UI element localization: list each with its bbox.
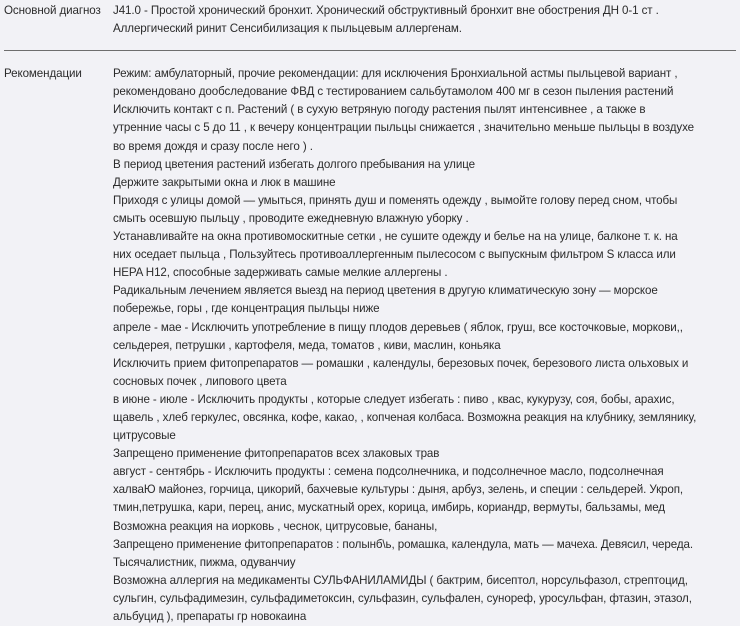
text-line: щавель , хлеб геркулес, овсянка, кофе, какао, , копченая колбаса. Возможна реакция на клубнику, землянику,	[113, 410, 697, 424]
text-line: в июне - июле - Исключить продукты , которые следует избегать : пиво , квас, кукурузу, соя, бобы, арахис,	[113, 392, 675, 406]
text-line: Аллергический ринит Сенсибилизация к пыльцевым аллергенам.	[113, 22, 462, 36]
text-line: сосновых почек , липового цвета	[113, 374, 287, 388]
text-line: Возможна аллергия на медикаменты СУЛЬФАНИЛАМИДЫ ( бактрим, бисептол, норсульфазол, стрептоцид,	[113, 573, 688, 587]
text-line: август - сентябрь - Исключить продукты : семена подсолнечника, и подсолнечное масло, подсолнечная	[113, 465, 664, 479]
text-line: побережье, горы , где концентрация пыльцы ниже	[113, 302, 380, 316]
text-line: Возможна реакция на иорковь , чеснок, цитрусовые, бананы,	[113, 519, 438, 533]
text-line: В период цветения растений избегать долгого пребывания на улице	[113, 157, 475, 171]
recommendations-value	[113, 65, 736, 626]
text-line: Запрещено применение фитопрепаратов всех злаковых трав	[113, 447, 440, 461]
text-line: цитрусовые	[113, 429, 176, 443]
text-line: Исключить прием фитопрепаратов — ромашки , календулы, березовых почек, березового листа ольховых и	[113, 356, 689, 370]
text-line: Держите закрытыми окна и люк в машине	[113, 175, 336, 189]
text-line: сульгин, сульфадимезин, сульфадиметоксин, сульфазин, сульфален, сунореф, уросульфан, фтазин, этазол,	[113, 591, 692, 605]
text-line: Запрещено применение фитопрепаратов : полынб\ь, ромашка, календула, мать — мачеха. Девясил, череда.	[113, 537, 693, 551]
text-line: Режим: амбулаторный, прочие рекомендации: для исключения Бронхиальной астмы пыльцевой вариант ,	[113, 67, 678, 81]
text-line: апреле - мае - Исключить употребление в пищу плодов деревьев ( яблок, груш, все косточковые, моркови,,	[113, 320, 683, 334]
text-line: Приходя с улицы домой — умыться, принять душ и поменять одежду , вымойте голову перед сном, чтобы	[113, 193, 678, 207]
text-line: рекомендовано дообследование ФВД с тестированием сальбутамолом 400 мг в сезон пыления растений	[113, 85, 674, 99]
recommendations-label: Рекомендации	[4, 67, 82, 81]
recommendations-row	[0, 51, 740, 626]
text-line: Устанавливайте на окна противомоскитные сетки , не сушите одежду и белье на на улице, балконе т. к. на	[113, 230, 678, 244]
text-line: HEPA H12, способные задерживать самые мелкие аллергены .	[113, 266, 448, 280]
text-line: утренние часы с 5 до 11 , к вечеру концентрации пыльцы снижается , значительно меньше пыльцы в воздухе	[113, 121, 694, 135]
text-line: Тысячалистник, пижма, одуванчиу	[113, 555, 296, 569]
text-line: J41.0 - Простой хронический бронхит. Хронический обструктивный бронхит вне обострения ДН 0-1 ст .	[113, 4, 659, 17]
text-line: во время дождя и сразу после него ) .	[113, 139, 313, 153]
text-line: сельдерея, петрушки , картофеля, меда, томатов , киви, маслин, коньяка	[113, 338, 501, 352]
text-line: альбуцид ), препараты гр новокаина	[113, 610, 307, 623]
text-line: Исключить контакт с п. Растений ( в сухую ветряную погоду растения пылят интенсивнее , а также в	[113, 103, 646, 117]
text-line: смыть осевшую пыльцу , проводите ежедневную влажную уборку .	[113, 211, 469, 225]
diagnosis-value	[113, 2, 736, 38]
text-line: халваЮ майонез, горчица, цикорий, бахчевые культуры : дыня, арбуз, зелень, и специи : сельдерей. Укроп,	[113, 483, 684, 497]
text-line: тмин,петрушка, кари, перец, анис, мускатный орех, корица, имбирь, кориандр, вермуты, бальзамы, мед	[113, 501, 665, 515]
text-line: них оседает пыльца , Пользуйтесь противоаллергенным пылесосом с выпускным фильтром S класса или	[113, 248, 676, 262]
diagnosis-label: Основной диагноз	[4, 4, 101, 17]
diagnosis-row	[0, 0, 740, 50]
text-line: Радикальным лечением является выезд на период цветения в другую климатическую зону — морское	[113, 284, 658, 298]
